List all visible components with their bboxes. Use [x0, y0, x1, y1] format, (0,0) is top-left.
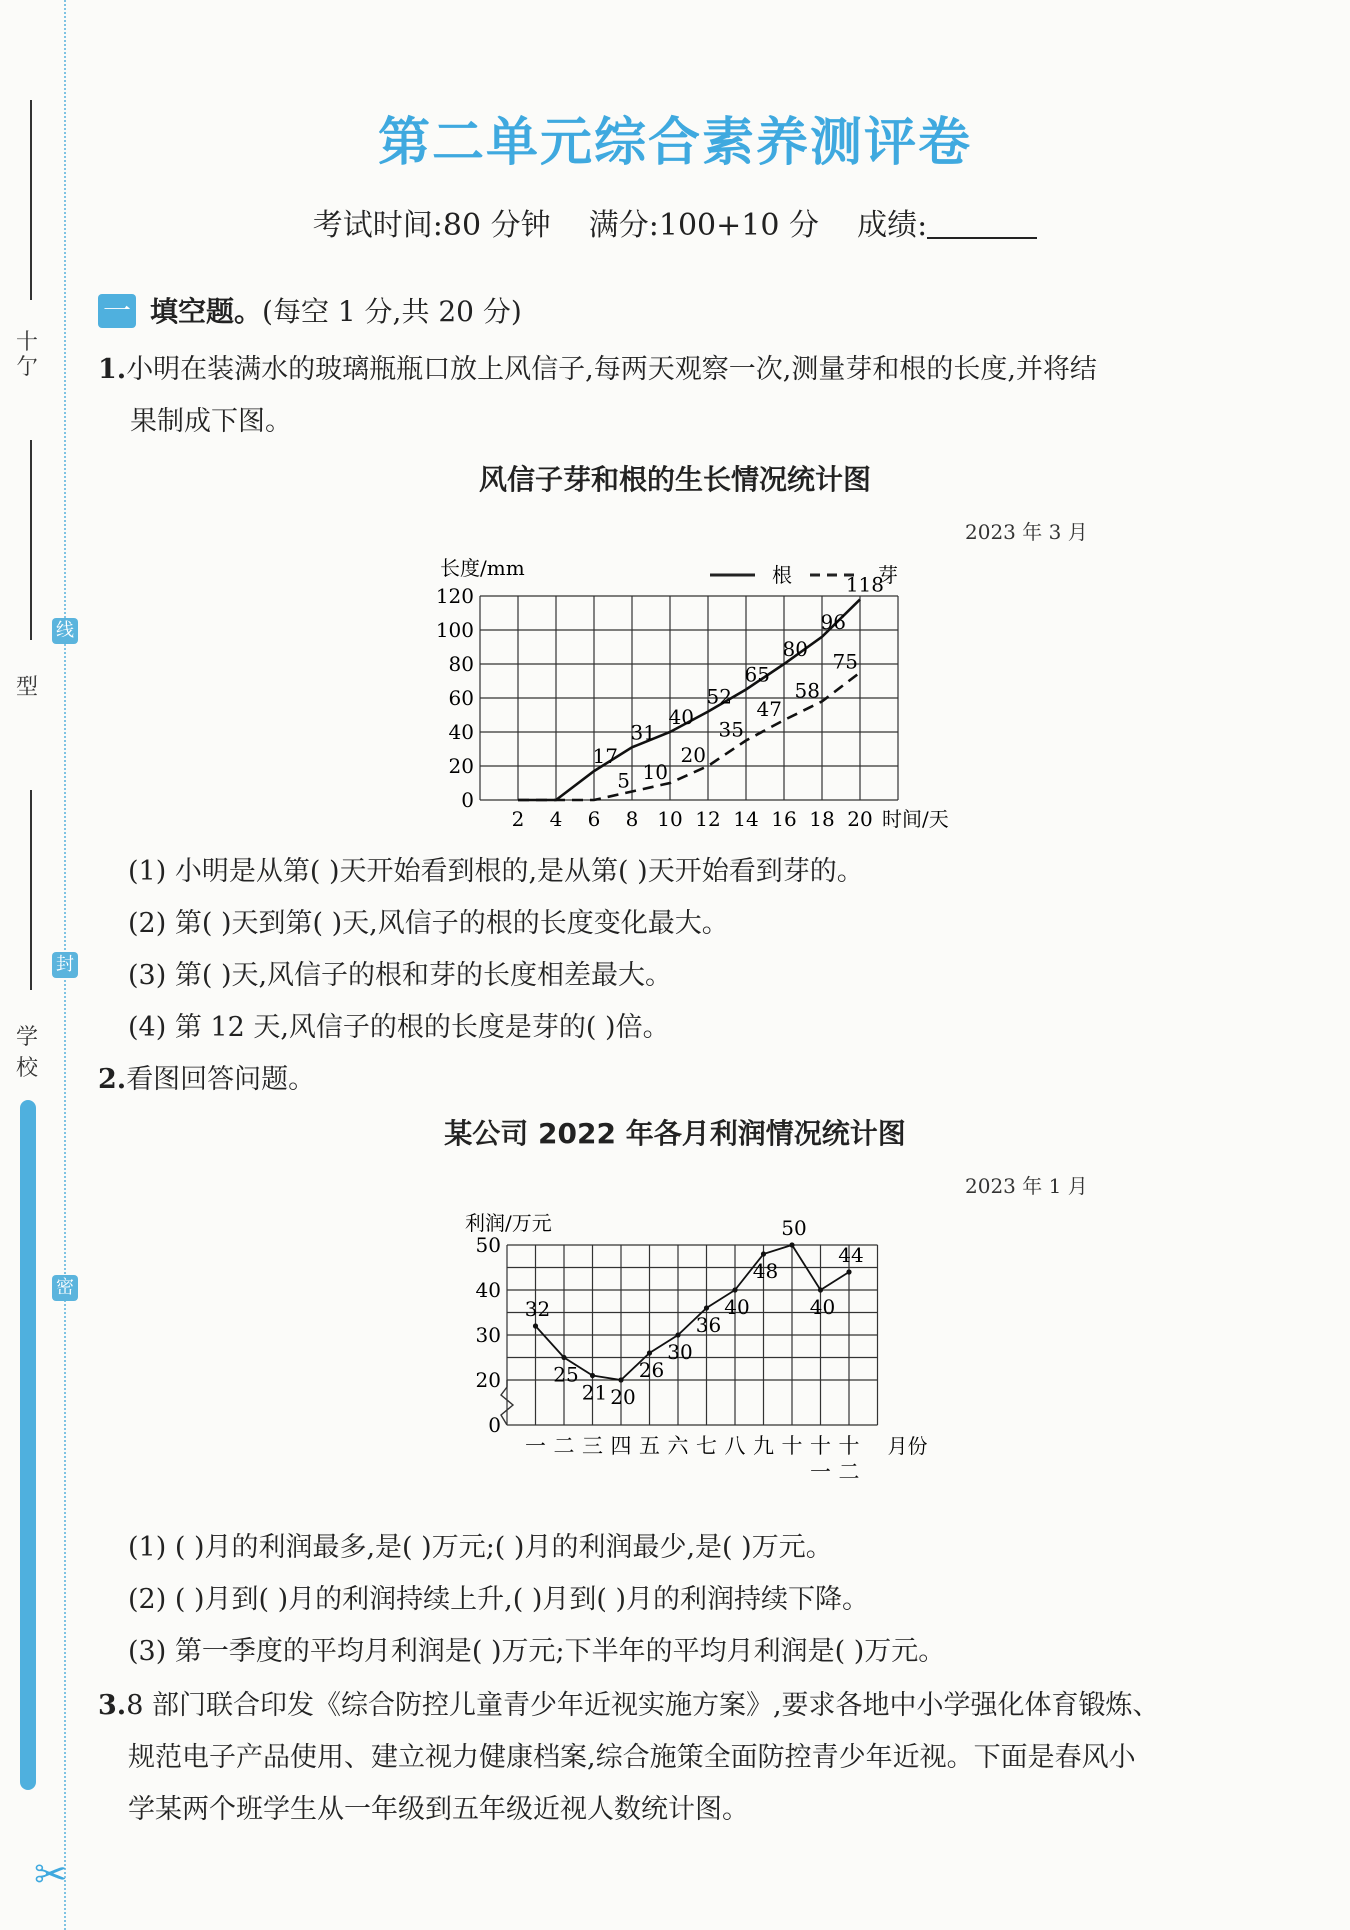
chart1-date: 2023 年 3 月: [965, 520, 1088, 544]
x-tick-label: 二: [553, 1434, 575, 1458]
exam-full-score: 满分:100+10 分: [588, 208, 819, 243]
data-point: [761, 1251, 766, 1256]
y-tick-label: 120: [435, 584, 474, 608]
data-label-bud: 10: [642, 760, 668, 784]
data-label-root: 96: [820, 609, 846, 634]
x-tick-label: 十一: [810, 1434, 831, 1484]
y-tick-label: 30: [475, 1323, 501, 1347]
exam-time: 考试时间:80 分钟: [312, 208, 551, 243]
q3-text-line1: 8 部门联合印发《综合防控儿童青少年近视实施方案》,要求各地中小学强化体育锻炼、: [126, 1690, 1160, 1721]
q1-sub4: (4) 第 12 天,风信子的根的长度是芽的( )倍。: [128, 1012, 670, 1043]
data-label: 26: [638, 1358, 665, 1382]
chart2-title: 某公司 2022 年各月利润情况统计图: [444, 1117, 906, 1150]
section-badge: 一: [98, 294, 136, 328]
score-label: 成绩:: [857, 208, 928, 243]
exam-info: [0, 200, 1350, 244]
data-label: 21: [581, 1380, 608, 1405]
q1-line2: 果制成下图。: [130, 406, 292, 437]
data-label-bud: 20: [680, 743, 706, 767]
data-label-root: 118: [845, 572, 884, 597]
x-tick-label: 六: [667, 1434, 689, 1458]
data-point: [618, 1377, 623, 1382]
q2-sub2: (2) ( )月到( )月的利润持续上升,( )月到( )月的利润持续下降。: [128, 1584, 870, 1615]
data-label-root: 52: [706, 684, 732, 709]
legend-label-root: 根: [772, 563, 792, 587]
data-label-root: 40: [668, 705, 694, 729]
data-label-bud: 35: [718, 717, 744, 742]
side-brand-bar: [20, 1100, 36, 1790]
x-tick-label: 八: [724, 1434, 746, 1458]
side-fragment: 十: [16, 330, 39, 355]
q1-sub2: (2) 第( )天到第( )天,风信子的根的长度变化最大。: [128, 908, 729, 939]
y-tick-label: 80: [448, 652, 474, 676]
x-tick-label: 6: [587, 807, 601, 831]
x-tick-label: 十二: [838, 1434, 860, 1484]
data-label-root: 31: [630, 720, 656, 745]
chart1-svg: [420, 550, 1000, 840]
q1-text: 小明在装满水的玻璃瓶瓶口放上风信子,每两天观察一次,测量芽和根的长度,并将结: [126, 354, 1097, 385]
x-tick-label: 20: [847, 807, 873, 831]
x-tick-label: 一: [525, 1434, 546, 1458]
y-tick-label: 40: [475, 1278, 501, 1302]
y-tick-label: 100: [435, 618, 474, 642]
side-fragment: 型: [16, 675, 39, 700]
x-tick-label: 九: [753, 1434, 774, 1458]
side-tag-line: 线: [52, 618, 78, 644]
score-blank: [927, 211, 1037, 239]
data-point: [789, 1242, 794, 1247]
data-point: [647, 1350, 652, 1355]
q3-line3: 学某两个班学生从一年级到五年级近视人数统计图。: [128, 1794, 749, 1825]
data-point: [818, 1287, 823, 1292]
data-point: [590, 1373, 595, 1378]
data-label-root: 65: [744, 662, 770, 687]
data-point: [846, 1269, 851, 1274]
data-label: 40: [724, 1295, 750, 1319]
q1-number: 1.: [98, 354, 127, 385]
data-label: 32: [524, 1297, 551, 1321]
data-label: 44: [838, 1243, 864, 1267]
side-tag-seal: 封: [52, 952, 78, 978]
legend-label-bud: 芽: [878, 563, 898, 587]
y-tick-label: 20: [475, 1368, 501, 1392]
x-tick-label: 18: [809, 807, 835, 831]
q3-line2: 规范电子产品使用、建立视力健康档案,综合施策全面防控青少年近视。下面是春风小: [128, 1742, 1136, 1773]
q3-line1: [98, 1686, 1160, 1726]
data-label: 30: [667, 1340, 693, 1364]
x-tick-label: 14: [733, 807, 759, 831]
y-tick-label: 0: [488, 1413, 501, 1437]
data-label: 48: [752, 1259, 779, 1283]
side-fragment: 学校: [16, 1025, 39, 1081]
section-title: 填空题。: [150, 295, 263, 328]
q2-text: 看图回答问题。: [126, 1064, 316, 1095]
side-tag-secret: 密: [52, 1275, 78, 1301]
q2-sub1: (1) ( )月的利润最多,是( )万元;( )月的利润最少,是( )万元。: [128, 1532, 833, 1563]
data-label-bud: 47: [756, 697, 782, 722]
x-tick-label: 2: [511, 807, 525, 831]
data-label-bud: 5: [617, 768, 630, 793]
data-point: [675, 1332, 680, 1337]
x-axis-label: 月份: [887, 1434, 928, 1458]
x-tick-label: 三: [582, 1434, 603, 1458]
data-label-bud: 58: [794, 678, 820, 703]
scissors-icon: ✂: [34, 1852, 68, 1898]
x-tick-label: 七: [696, 1434, 717, 1458]
data-label-bud: 75: [832, 649, 858, 674]
x-tick-label: 4: [549, 807, 563, 831]
y-tick-label: 50: [475, 1233, 501, 1257]
data-point: [704, 1305, 709, 1310]
data-label: 25: [553, 1362, 579, 1387]
data-point: [533, 1323, 538, 1328]
data-label: 50: [781, 1216, 807, 1240]
x-tick-label: 四: [610, 1434, 632, 1458]
data-label: 20: [610, 1385, 636, 1409]
data-label: 36: [695, 1313, 722, 1337]
x-tick-label: 十: [781, 1434, 803, 1458]
q2-line: [98, 1060, 315, 1100]
y-axis-label: 利润/万元: [465, 1211, 552, 1235]
x-tick-label: 16: [771, 807, 797, 831]
chart2-date: 2023 年 1 月: [965, 1174, 1088, 1198]
data-label-root: 17: [592, 744, 618, 769]
y-tick-label: 60: [448, 686, 474, 710]
q1-sub3: (3) 第( )天,风信子的根和芽的长度相差最大。: [128, 960, 673, 991]
q1-sub1: (1) 小明是从第( )天开始看到根的,是从第( )天开始看到芽的。: [128, 856, 864, 887]
data-point: [732, 1287, 737, 1292]
section-heading: [150, 292, 522, 332]
q3-number: 3.: [98, 1690, 127, 1721]
x-tick-label: 五: [639, 1434, 660, 1458]
q1-line1: [98, 350, 1097, 390]
chart2-svg: [455, 1205, 975, 1505]
data-label: 40: [809, 1295, 836, 1319]
y-tick-label: 0: [461, 788, 474, 812]
x-axis-label: 时间/天: [882, 807, 949, 831]
page-title: 第二单元综合素养测评卷: [377, 113, 972, 173]
data-label-root: 80: [782, 637, 808, 661]
section-note: (每空 1 分,共 20 分): [262, 295, 522, 328]
x-tick-label: 10: [657, 807, 683, 831]
y-axis-label: 长度/mm: [440, 556, 525, 580]
x-tick-label: 8: [625, 807, 639, 831]
x-tick-label: 12: [695, 807, 721, 831]
data-point: [561, 1355, 566, 1360]
chart1-title: 风信子芽和根的生长情况统计图: [478, 463, 871, 496]
y-tick-label: 20: [448, 754, 474, 778]
binding-line: [30, 790, 32, 990]
q2-number: 2.: [98, 1064, 127, 1095]
q2-sub3: (3) 第一季度的平均月利润是( )万元;下半年的平均月利润是( )万元。: [128, 1636, 946, 1667]
side-fragment: 亇: [16, 355, 39, 380]
y-tick-label: 40: [448, 720, 474, 744]
